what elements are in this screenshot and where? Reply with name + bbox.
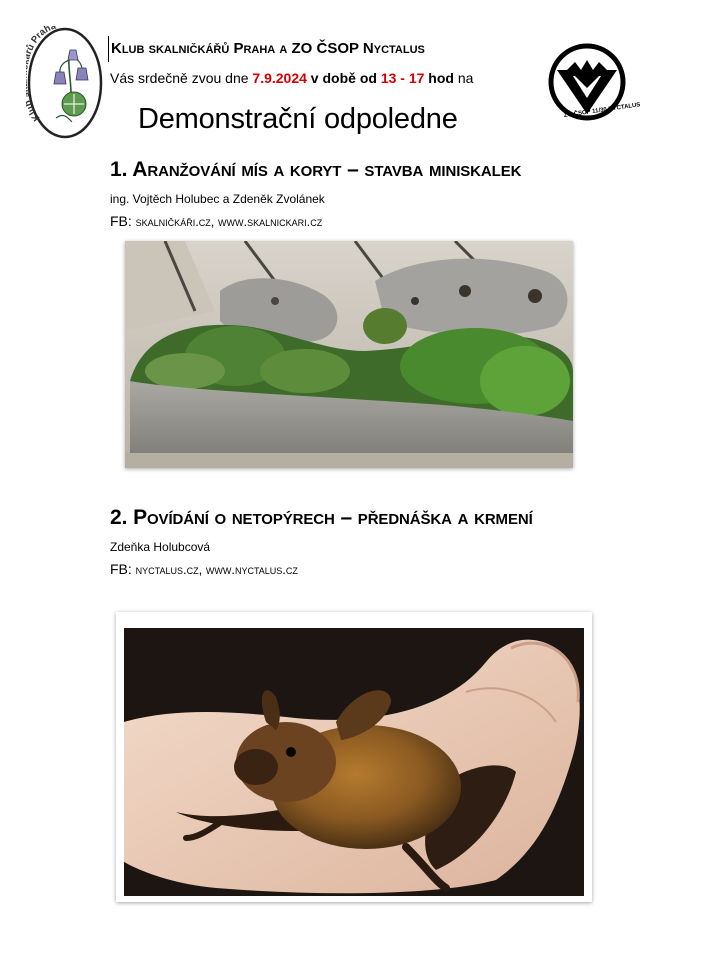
klub-skalnickaru-logo (26, 26, 104, 140)
section-2-presenter: Zdeňka Holubcová (110, 540, 211, 554)
section-2-links-text: nyctalus.cz, www.nyctalus.cz (135, 562, 298, 577)
event-date: 7.9.2024 (252, 70, 307, 86)
section-2-title: Povídání o netopýrech – přednáška a krmení (133, 506, 533, 529)
invite-hod: hod (424, 70, 454, 86)
event-time: 13 - 17 (380, 70, 425, 86)
invite-suffix: na (453, 70, 474, 86)
section-1-links (110, 212, 322, 231)
section-1-links-text: skalničkáři.cz, www.skalnickari.cz (135, 214, 323, 229)
section-1-links-prefix: FB: (110, 213, 136, 229)
section-1-title: Aranžování mís a koryt – stavba miniskalek (132, 158, 522, 181)
nyctalus-logo (545, 40, 630, 132)
left-logo-text: Klu Praha (26, 26, 58, 124)
invite-middle: v době od (306, 70, 381, 86)
section-2-number: 2. (110, 506, 128, 529)
page-title: Demonstrační odpoledne (138, 103, 458, 135)
nyctalus-logo-text: ZO ČSOP 11/30 NYCTALUS (563, 102, 641, 119)
section-2-links (110, 560, 298, 579)
invite-prefix: Vás srdečně zvou dne (110, 70, 253, 86)
section-1-number: 1. (110, 158, 128, 181)
rock-garden-trough-photo (125, 241, 573, 468)
section-2-heading (110, 504, 533, 532)
section-1-heading (110, 156, 521, 184)
section-2-links-prefix: FB: (110, 561, 136, 577)
organizers-line: Klub skalničkářů Praha a ZO ČSOP Nyctalus (108, 36, 425, 62)
bat-in-hand-photo (116, 612, 592, 902)
section-1-presenter: ing. Vojtěch Holubec a Zdeněk Zvolánek (110, 192, 325, 206)
invitation-line (110, 69, 473, 87)
